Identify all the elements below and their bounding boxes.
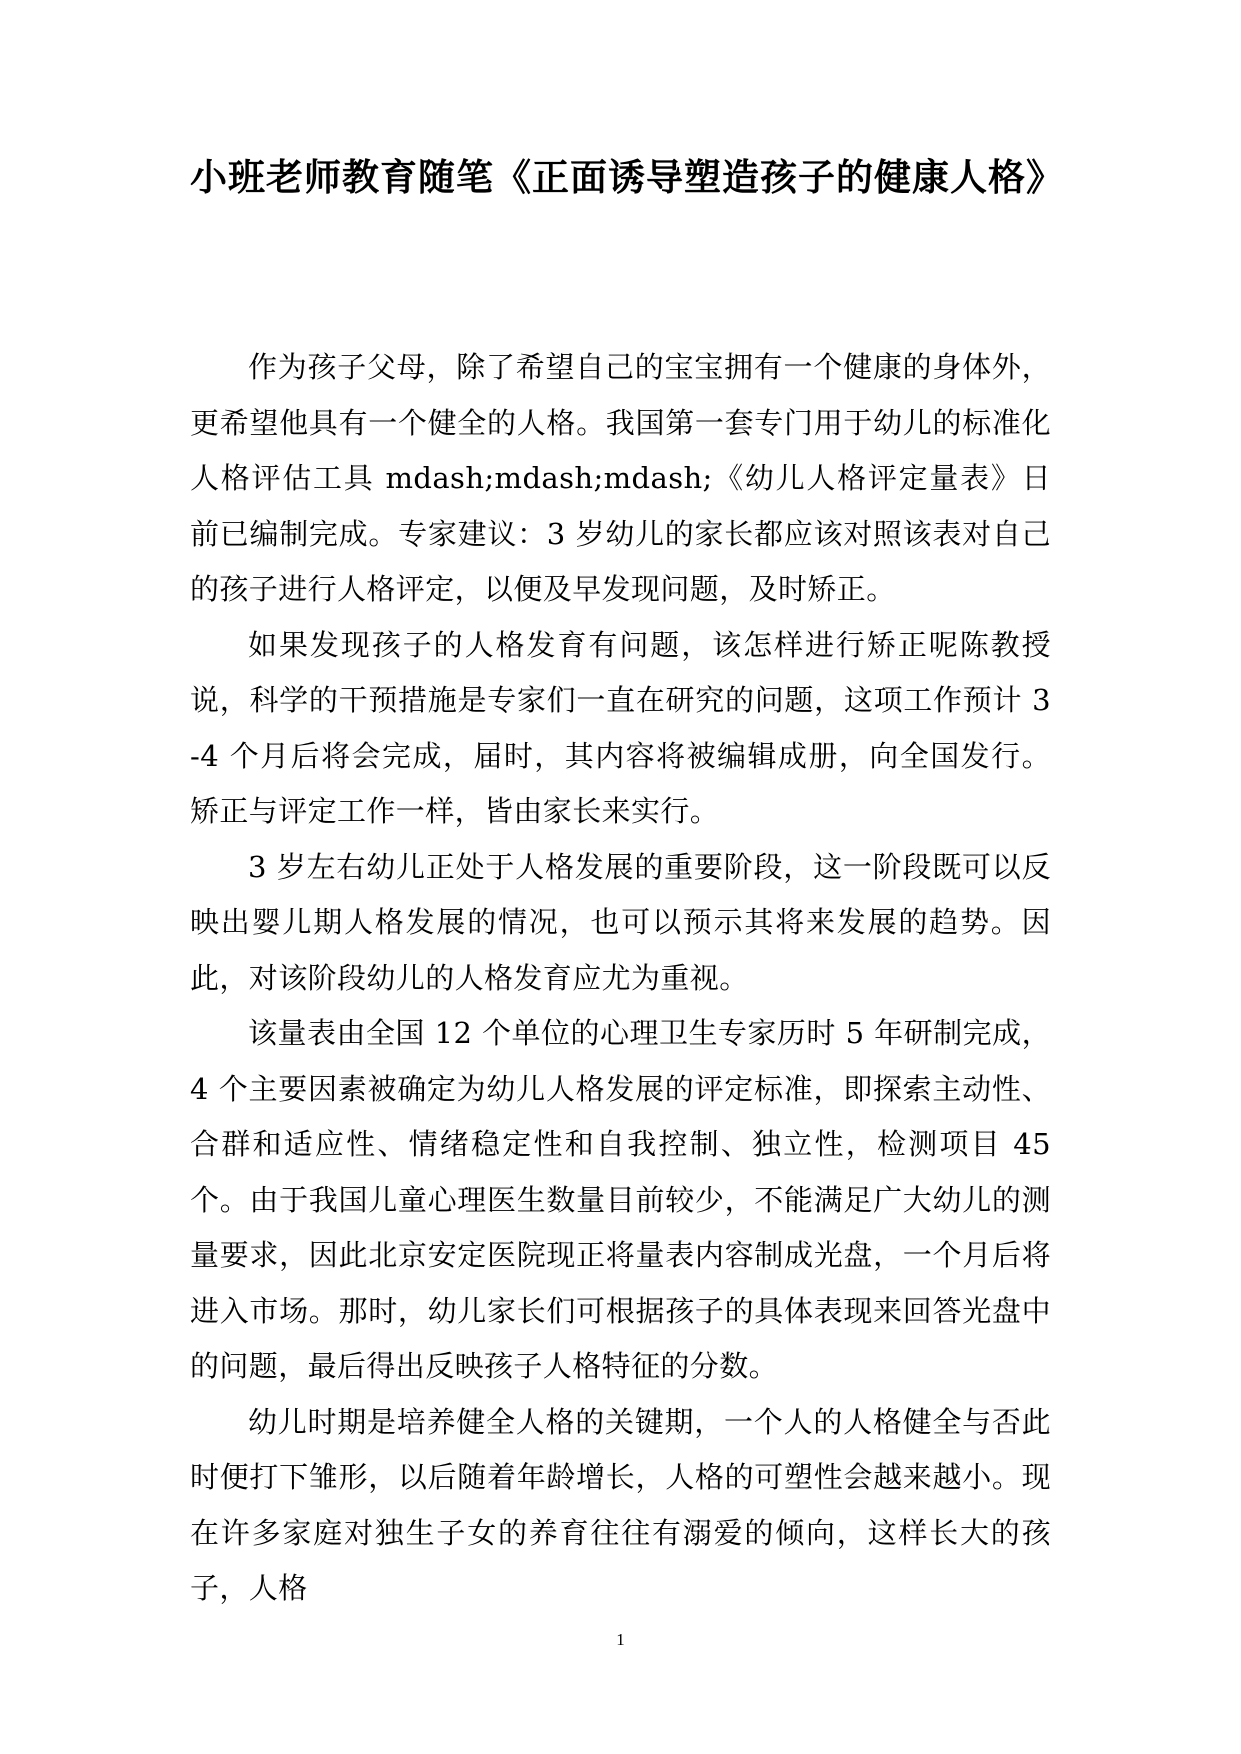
document-title: 小班老师教育随笔《正面诱导塑造孩子的健康人格》: [190, 155, 1064, 199]
paragraph-1: 作为孩子父母，除了希望自己的宝宝拥有一个健康的身体外，更希望他具有一个健全的人格。我国第一套专门用于幼儿的标准化人格评估工具 mdash;mdash;mdash;《幼儿人格评定量表》日前已编制完成。专家建议：3 岁幼儿的家长都应该对照该表对自己的孩子进行人格评定，以便及早发现问题，及时矫正。: [190, 350, 1051, 606]
paragraph-2: 如果发现孩子的人格发育有问题，该怎样进行矫正呢陈教授说，科学的干预措施是专家们一直在研究的问题，这项工作预计 3-4 个月后将会完成，届时，其内容将被编辑成册，向全国发行。矫正与评定工作一样，皆由家长来实行。: [190, 627, 1051, 828]
paragraph-3: 3 岁左右幼儿正处于人格发展的重要阶段，这一阶段既可以反映出婴儿期人格发展的情况，也可以预示其将来发展的趋势。因此，对该阶段幼儿的人格发育应尤为重视。: [190, 849, 1051, 995]
document-body: [190, 340, 1051, 1617]
page-number: 1: [616, 1630, 625, 1649]
paragraph-4: 该量表由全国 12 个单位的心理卫生专家历时 5 年研制完成，4 个主要因素被确定为幼儿人格发展的评定标准，即探索主动性、合群和适应性、情绪稳定性和自我控制、独立性，检测项目 45 个。由于我国儿童心理医生数量目前较少，不能满足广大幼儿的测量要求，因此北京安定医院现正将量表内容制成光盘，一个月后将进入市场。那时，幼儿家长们可根据孩子的具体表现来回答光盘中的问题，最后得出反映孩子人格特征的分数。: [190, 1016, 1051, 1383]
paragraph-5: 幼儿时期是培养健全人格的关键期，一个人的人格健全与否此时便打下雏形，以后随着年龄增长，人格的可塑性会越来越小。现在许多家庭对独生子女的养育往往有溺爱的倾向，这样长大的孩子，人格: [190, 1404, 1051, 1605]
